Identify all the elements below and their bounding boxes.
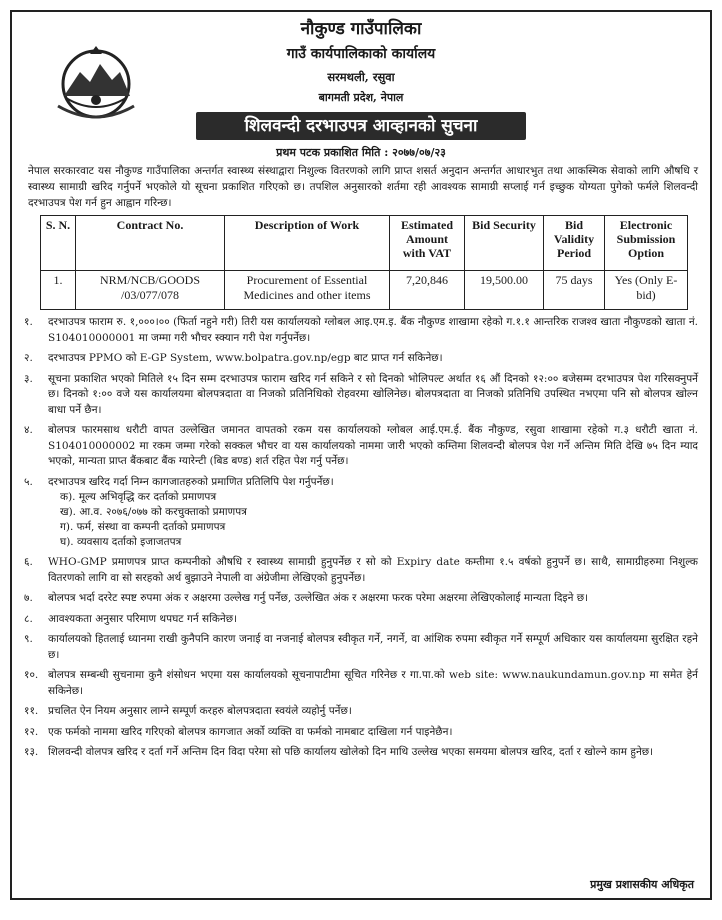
- cell-bid-security: 19,500.00: [465, 271, 544, 310]
- conditions-list: [12, 315, 710, 761]
- intro-paragraph: नेपाल सरकारवाट यस नौकुण्ड गाउँपालिका अन्तर्गत स्वास्थ्य संस्थाद्वारा निशुल्क वितरणको लागि प्राप्त शसर्त अनुदान अन्तर्गत आधारभुत तथा आकस्मिक सेवाको लागि औषधि र स्वास्थ्य सामाग्री खरिद गर्नुपर्ने भएकोले यो सूचना प्रकाशित गरिएको छ। तपशिल अनुसारको शर्तमा रही आवश्यक सामाग्री सप्लाई गर्न इच्छुक योग्यता पुगेको फर्मले शिलवन्दी दरभाउपत्र पेश गर्न हुन आह्वान गरिन्छ।: [28, 165, 698, 209]
- office-subtitle: गाउँ कार्यपालिकाको कार्यालय: [286, 46, 436, 62]
- table-header-row: [41, 216, 688, 271]
- cell-validity: 75 days: [544, 271, 605, 310]
- item-text: बोलपत्र सम्बन्धी सुचनामा कुनै शंसोधन भएमा यस कार्यालयको सूचनापाटीमा सूचित गरिनेछ र गा.पा.को web site: www.naukundamun.gov.np मा समेत हेर्न सकिनेछ।: [48, 669, 698, 697]
- item-number: ६.: [24, 556, 33, 568]
- item-number: ४.: [24, 424, 33, 436]
- item-text: WHO-GMP प्रमाणपत्र प्राप्त कम्पनीको औषधि र स्वास्थ्य सामाग्री हुनुपर्नेछ र सो को Expiry date कम्तीमा १.५ वर्षको हुनुपर्ने छ। साथै, सामाग्रीहरुमा निशुल्क वितरणको लागि वा सो सरहको अर्थ बुझाउने नेपाली वा अंग्रेजीमा लेखिएको हुनुपर्नेछ।: [48, 556, 698, 584]
- list-item: [12, 351, 698, 367]
- tender-table: [40, 215, 688, 310]
- cell-contract: NRM/NCB/GOODS /03/077/078: [76, 271, 225, 310]
- list-item: [12, 372, 698, 419]
- item-text: बोलपत्र फारमसाथ धरौटी वापत उल्लेखित जमानत वापतको रकम यस कार्यालयको ग्लोबल आई.एम.ई. बैंक नौकुण्ड, रसुवा शाखामा रहेको ग.३ धरौटी खाता नं. S104010000002 मा रकम जम्मा गरेको सक्कल भौचर वा यस कार्यालयको नाममा जारी भएको कम्तिमा शिलवन्दी बोलपत्र पेश गर्ने अन्तिम मिति देखि ७५ दिन म्याद भएको, मान्यता प्राप्त बैंकबाट बैंक ग्यारेन्टी (बिड बण्ड) शर्त रहित पेश गर्नु पर्नेछ।: [48, 424, 698, 467]
- list-item: [12, 612, 698, 628]
- item-text: कार्यालयको हितलाई ध्यानमा राखी कुनैपनि कारण जनाई वा नजनाई बोलपत्र स्वीकृत गर्ने, नगर्ने, वा आंशिक रुपमा स्वीकृत गर्ने सम्पूर्ण अधिकार यस कार्यालयमा सुरक्षित रहने छ।: [48, 633, 698, 661]
- cell-amount: 7,20,846: [390, 271, 465, 310]
- item-number: ८.: [24, 612, 33, 625]
- item-number: २.: [24, 352, 33, 364]
- table-header-contract: Contract No.: [76, 216, 225, 271]
- table-row: [41, 271, 688, 310]
- item-text: आवश्यकता अनुसार परिमाण थपघट गर्न सकिनेछ।: [48, 612, 238, 625]
- item-number: ९.: [24, 633, 33, 645]
- list-item: [12, 475, 698, 551]
- item-text: दरभाउपत्र PPMO को E-GP System, www.bolpatra.gov.np/egp बाट प्राप्त गर्न सकिनेछ।: [48, 352, 443, 364]
- item-text: एक फर्मको नाममा खरिद गरिएको बोलपत्र कागजात अर्को व्यक्ति वा फर्मको नामबाट दाखिला गर्न पाइनेछैन।: [48, 725, 453, 738]
- sub-item: ख). आ.व. २०७६/०७७ को करचुक्ताको प्रमाणपत्र: [60, 506, 247, 518]
- sub-item: क). मूल्य अभिवृद्धि कर दर्ताको प्रमाणपत्र: [60, 491, 217, 503]
- list-item: [12, 423, 698, 470]
- notice-title: शिलवन्दी दरभाउपत्र आव्हानको सुचना: [196, 112, 526, 140]
- item-text: प्रचलित ऐन नियम अनुसार लाग्ने सम्पूर्ण करहरु बोलपत्रदाता स्वयंले व्यहोर्नु पर्नेछ।: [48, 705, 352, 717]
- notice-page: [10, 10, 712, 900]
- item-text: दरभाउपत्र खरिद गर्दा निम्न कागजातहरुको प्रमाणित प्रतिलिपि पेश गर्नुपर्नेछ।: [48, 475, 334, 488]
- item-text: बोलपत्र भर्दा दररेट स्पष्ट रुपमा अंक र अक्षरमा उल्लेख गर्नु पर्नेछ, उल्लेखित अंक र अक्षरमा फरक परेमा अक्षरमा लेखिएकोलाई मान्यता दिइने छ।: [48, 592, 589, 604]
- item-number: १.: [24, 316, 33, 328]
- list-item: [12, 704, 698, 720]
- table-header-sn: S. N.: [41, 216, 76, 271]
- sub-item: घ). व्यवसाय दर्ताको इजाजतपत्र: [60, 536, 182, 548]
- sub-item: ग). फर्म, संस्था वा कम्पनी दर्ताको प्रमाणपत्र: [60, 521, 226, 533]
- cell-description: Procurement of Essential Medicines and other items: [225, 271, 390, 310]
- signature-title: प्रमुख प्रशासकीय अधिकृत: [590, 878, 694, 891]
- cell-submission: Yes (Only E-bid): [605, 271, 688, 310]
- list-item: [12, 555, 698, 586]
- item-number: १२.: [24, 725, 39, 738]
- list-item: [12, 591, 698, 607]
- table-header-submission: Electronic Submission Option: [605, 216, 688, 271]
- nepal-government-emblem-icon: [50, 42, 142, 122]
- list-item: [12, 668, 698, 699]
- item-number: ३.: [24, 372, 33, 385]
- table-header-bid-security: Bid Security: [465, 216, 544, 271]
- list-item: [12, 632, 698, 663]
- publish-date: प्रथम पटक प्रकाशित मिति : २०७७/०७/२३: [276, 146, 446, 159]
- item-text: शिलवन्दी वोलपत्र खरिद र दर्ता गर्ने अन्तिम दिन विदा परेमा सो पछि कार्यालय खोलेको दिन माथि उल्लेख भएका समयमा बोलपत्र खरिद, दर्ता र खोल्ने काम हुनेछ।: [48, 746, 654, 758]
- item-text: दरभाउपत्र फाराम रु. १,०००।०० (फिर्ता नहुने गरी) तिरी यस कार्यालयको ग्लोबल आइ.एम.इ. बैंक नौकुण्ड शाखामा रहेको ग.१.१ आन्तरिक राजश्व खाता नौकुण्डको खाता नं. S104010000001 मा जम्मा गरी भौचर स्क्यान गरी पेश गर्नुपर्नेछ।: [48, 316, 698, 344]
- list-item: [12, 315, 698, 346]
- item-number: १०.: [24, 669, 39, 681]
- office-location: सरमथली, रसुवा: [327, 70, 395, 84]
- item-number: १३.: [24, 746, 39, 758]
- list-item: [12, 745, 698, 761]
- table-header-description: Description of Work: [225, 216, 390, 271]
- office-name: नौकुण्ड गाउँपालिका: [300, 19, 422, 39]
- office-province: बागमती प्रदेश, नेपाल: [318, 91, 404, 104]
- item-number: ५.: [24, 475, 33, 488]
- cell-sn: 1.: [41, 271, 76, 310]
- item-text: सूचना प्रकाशित भएको मितिले १५ दिन सम्म दरभाउपत्र फाराम खरिद गर्न सकिने र सो दिनको भोलिपल्ट अर्थात १६ औं दिनको १२:०० बजेसम्म दरभाउपत्र पेश गरिसक्नुपर्ने छ। दिनको १:०० वजे यस कार्यालयमा बोलपत्रदाता वा निजको प्रतिनिधिको रोहवरमा खोलिनेछ। बोलपत्रदाता वा निजको प्रतिनिधि उपस्थित नभएमा पनि सो बोलपत्र खोल्न बाधा पर्ने छैन।: [48, 372, 698, 416]
- item-number: ७.: [24, 592, 33, 604]
- list-item: [12, 725, 698, 741]
- item-number: ११.: [24, 705, 39, 717]
- table-header-amount: Estimated Amount with VAT: [390, 216, 465, 271]
- table-header-validity: Bid Validity Period: [544, 216, 605, 271]
